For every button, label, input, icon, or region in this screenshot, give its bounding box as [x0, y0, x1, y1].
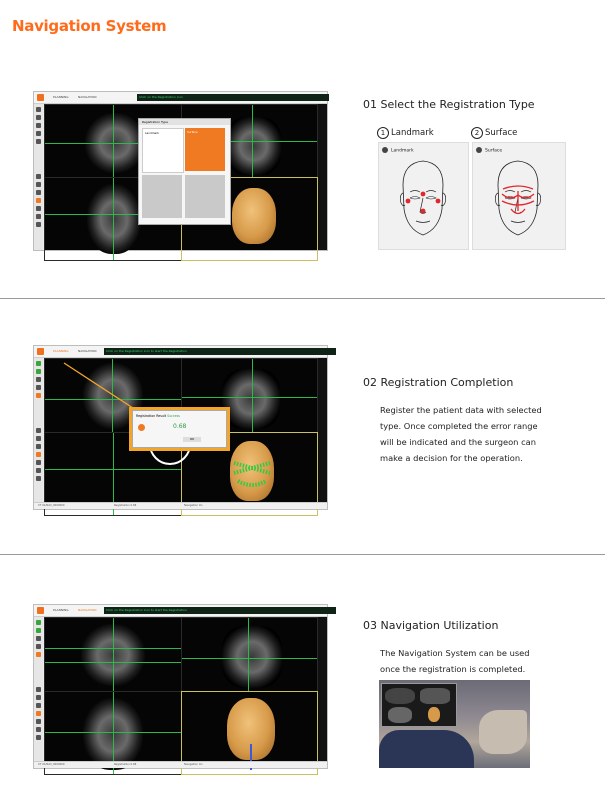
surface-face-illustration [473, 143, 565, 249]
tool-icon[interactable] [36, 190, 41, 195]
tool-icon[interactable] [36, 476, 41, 481]
coronal-pane[interactable] [44, 617, 182, 692]
ct-slice [226, 117, 281, 175]
landmark-label: 1 Landmark [377, 127, 434, 139]
section-3-heading: 03 Navigation Utilization [363, 619, 499, 632]
tab-navigation[interactable]: NAVIGATION [78, 95, 97, 99]
app-logo [37, 607, 44, 614]
tool-icon[interactable] [36, 206, 41, 211]
surgery-photo [379, 680, 530, 768]
ct-slice [87, 184, 141, 254]
tool-icon[interactable] [36, 703, 41, 708]
status-banner: Click on the Registration icon to start the Registration [104, 607, 336, 614]
surface-card-title: Surface [476, 147, 502, 154]
app-toolbar [34, 92, 327, 104]
tab-planning[interactable]: PLANNING [53, 608, 69, 612]
app-logo [37, 348, 44, 355]
tool-icon[interactable] [36, 131, 41, 136]
viewer-area[interactable] [44, 358, 317, 502]
app-logo [37, 94, 44, 101]
ct-slice [222, 626, 282, 688]
tool-icon[interactable] [36, 719, 41, 724]
tool-icon[interactable] [36, 444, 41, 449]
section-3-body: The Navigation System can be used once the registration is completed. [380, 648, 530, 674]
tool-icon[interactable] [36, 115, 41, 120]
landmark-point [421, 209, 426, 214]
tool-icon[interactable] [36, 361, 41, 366]
section-divider [0, 298, 605, 299]
registration-icon[interactable] [36, 198, 41, 203]
dialog-title: Registration Type [139, 119, 230, 125]
dialog-surface-option[interactable]: Surface [185, 128, 225, 171]
status-bar: CT 01/NAV_0000000 Registration 0.68 Navigation On [34, 761, 327, 768]
3d-face-model [232, 188, 276, 244]
screenshot-registration-type [33, 91, 328, 251]
status-banner: Click on the Registration icon to start the Registration [104, 348, 336, 355]
right-toolbar [318, 358, 327, 502]
section-2-body: Register the patient data with selected type. Once completed the error range will be indicated and the surgeon can make a decision for the operation. [380, 405, 542, 463]
tool-icon[interactable] [36, 385, 41, 390]
landmark-card-title: Landmark [382, 147, 414, 154]
zoom-icon[interactable] [36, 428, 41, 433]
sagittal-pane[interactable] [181, 617, 318, 692]
photo-patient-model [479, 710, 527, 754]
tool-icon[interactable] [36, 139, 41, 144]
zoom-icon[interactable] [36, 695, 41, 700]
screenshot-navigation [33, 604, 328, 769]
ok-button[interactable]: OK [183, 437, 201, 442]
tool-icon[interactable] [36, 369, 41, 374]
dialog-option-disabled [142, 175, 182, 218]
registration-icon[interactable] [36, 711, 41, 716]
left-toolbar [34, 104, 43, 250]
zoom-icon[interactable] [36, 182, 41, 187]
tab-navigation[interactable]: NAVIGATION [78, 608, 97, 612]
landmark-point [421, 192, 426, 197]
tool-icon[interactable] [36, 468, 41, 473]
registration-icon[interactable] [36, 452, 41, 457]
number-badge: 1 [377, 127, 389, 139]
surface-card [472, 142, 566, 250]
section-2-heading: 02 Registration Completion [363, 376, 514, 389]
tool-icon[interactable] [36, 652, 41, 657]
tool-icon[interactable] [36, 107, 41, 112]
section-1-heading: 01 Select the Registration Type [363, 98, 535, 111]
tab-planning[interactable]: PLANNING [53, 349, 69, 353]
result-icon [138, 424, 145, 431]
tool-icon[interactable] [36, 620, 41, 625]
right-toolbar [318, 104, 327, 250]
landmark-card [378, 142, 469, 250]
status-banner: Click on the Registration icon [137, 94, 329, 101]
right-toolbar [318, 617, 327, 761]
dialog-option-disabled [185, 175, 225, 218]
number-badge: 2 [471, 127, 483, 139]
app-toolbar [34, 605, 327, 617]
tool-icon[interactable] [36, 727, 41, 732]
result-value: 0.68 [173, 423, 187, 430]
tool-icon[interactable] [36, 636, 41, 641]
tool-icon[interactable] [36, 377, 41, 382]
section-divider [0, 554, 605, 555]
tool-icon[interactable] [36, 222, 41, 227]
photo-surgeon-hand [379, 730, 474, 768]
registration-type-dialog [138, 118, 231, 225]
result-title: Registration Result Success [136, 414, 180, 418]
tool-icon[interactable] [36, 628, 41, 633]
app-toolbar [34, 346, 327, 358]
viewer-area[interactable] [44, 617, 317, 761]
viewer-area[interactable] [44, 104, 317, 250]
zoom-icon[interactable] [36, 687, 41, 692]
status-bar: CT 01/NAV_0000000 Registration 0.68 Navigation On [34, 502, 327, 509]
landmark-point [436, 199, 441, 204]
tab-navigation[interactable]: NAVIGATION [78, 349, 97, 353]
surface-label: 2 Surface [471, 127, 517, 139]
dialog-landmark-option[interactable]: Landmark [142, 128, 184, 173]
page-title: Navigation System [12, 17, 167, 35]
registration-result-dialog [132, 410, 227, 448]
tab-planning[interactable]: PLANNING [53, 95, 69, 99]
tool-icon[interactable] [36, 393, 41, 398]
surface-trace [502, 186, 534, 214]
left-toolbar [34, 358, 43, 509]
zoom-icon[interactable] [36, 436, 41, 441]
tool-icon[interactable] [36, 214, 41, 219]
screenshot-registration-completion [33, 345, 328, 510]
landmark-point [406, 199, 411, 204]
landmark-face-illustration [379, 143, 468, 249]
zoom-icon[interactable] [36, 174, 41, 179]
left-toolbar [34, 617, 43, 768]
tool-icon[interactable] [36, 460, 41, 465]
tool-icon[interactable] [36, 735, 41, 740]
tool-icon[interactable] [36, 123, 41, 128]
tool-icon[interactable] [36, 644, 41, 649]
photo-monitor [381, 683, 457, 727]
